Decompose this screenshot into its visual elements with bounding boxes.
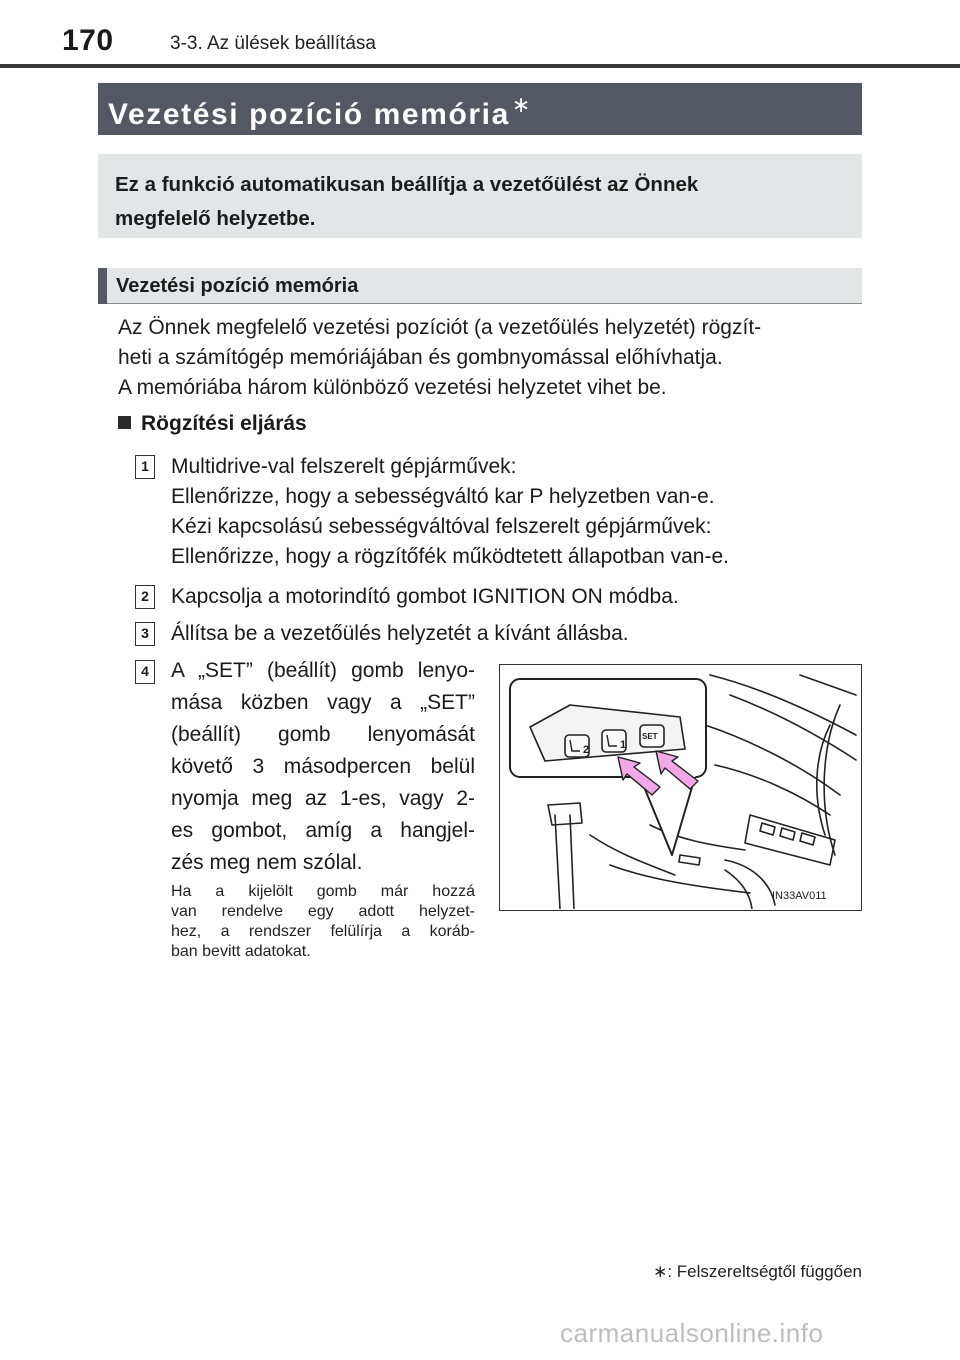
step-line: mása közben vagy a „SET”	[171, 691, 475, 714]
section-marker	[98, 268, 107, 304]
step-line: (beállít) gomb lenyomását	[171, 723, 475, 746]
step-number-badge: 2	[135, 585, 155, 609]
footnote-text: : Felszereltségtől függően	[667, 1262, 862, 1281]
section-heading-text: Vezetési pozíció memória	[116, 275, 359, 297]
memory-button-2-label: 2	[583, 744, 590, 756]
step-3-text	[171, 619, 629, 649]
memory-button-1-label: 1	[620, 739, 627, 751]
header-rule	[0, 64, 960, 68]
running-head: 3-3. Az ülések beállítása	[170, 33, 376, 54]
paragraph-line: heti a számítógép memóriájában és gombnyomással előhívhatja.	[118, 346, 723, 369]
section-paragraph	[118, 313, 863, 403]
set-button-label: SET	[642, 732, 658, 741]
procedure-heading	[118, 412, 307, 436]
intro-line: Ez a funkció automatikusan beállítja a vezetőülést az Önnek	[115, 173, 699, 196]
note-line: Ha a kijelölt gomb már hozzá	[171, 883, 475, 900]
paragraph-line: Az Önnek megfelelő vezetési pozíciót (a vezetőülés helyzetét) rögzít-	[118, 316, 762, 339]
page-title-text: Vezetési pozíció memória	[108, 98, 510, 131]
step-4-note	[171, 882, 475, 962]
step-number-badge: 1	[135, 455, 155, 479]
title-asterisk: ∗	[511, 92, 532, 117]
memory-button-illustration	[499, 664, 862, 911]
step-line: es gombot, amíg a hangjel-	[171, 819, 475, 842]
watermark: carmanualsonline.info	[560, 1318, 824, 1348]
note-line: van rendelve egy adott helyzet-	[171, 903, 475, 920]
step-line: Multidrive-val felszerelt gépjárművek:	[171, 455, 517, 478]
intro-line: megfelelő helyzetbe.	[115, 207, 316, 230]
step-line: követő 3 másodpercen belül	[171, 755, 475, 778]
step-line: Kapcsolja a motorindító gombot IGNITION ON módba.	[171, 585, 679, 608]
footnote	[600, 1262, 862, 1282]
intro-box	[98, 154, 862, 238]
step-number-badge: 4	[135, 660, 155, 684]
intro-text	[115, 168, 845, 236]
page-title	[108, 92, 532, 132]
step-line: A „SET” (beállít) gomb lenyo-	[171, 659, 475, 682]
step-line: Ellenőrizze, hogy a sebességváltó kar P helyzetben van-e.	[171, 485, 715, 508]
illustration-drawing	[500, 665, 860, 909]
step-1-text	[171, 452, 729, 572]
note-line: ban bevitt adatokat.	[171, 943, 311, 960]
section-heading	[98, 268, 862, 304]
step-line: Állítsa be a vezetőülés helyzetét a kívánt állásba.	[171, 622, 629, 645]
step-line: Kézi kapcsolású sebességváltóval felszerelt gépjárművek:	[171, 515, 712, 538]
note-line: hez, a rendszer felülírja a koráb-	[171, 923, 475, 940]
footnote-asterisk: ∗	[653, 1262, 668, 1281]
step-line: nyomja meg az 1-es, vagy 2-	[171, 787, 475, 810]
illustration-code: IN33AV011	[772, 890, 827, 902]
page-number: 170	[62, 24, 114, 57]
step-4-text	[171, 655, 475, 879]
procedure-heading-text: Rögzítési eljárás	[141, 412, 307, 435]
step-line: Ellenőrizze, hogy a rögzítőfék működtetett állapotban van-e.	[171, 545, 729, 568]
title-bar	[98, 83, 862, 135]
paragraph-line: A memóriába három különböző vezetési helyzetet vihet be.	[118, 376, 667, 399]
step-number-badge: 3	[135, 622, 155, 646]
step-line: zés meg nem szólal.	[171, 851, 363, 874]
square-bullet-icon	[118, 416, 131, 429]
step-2-text	[171, 582, 679, 612]
